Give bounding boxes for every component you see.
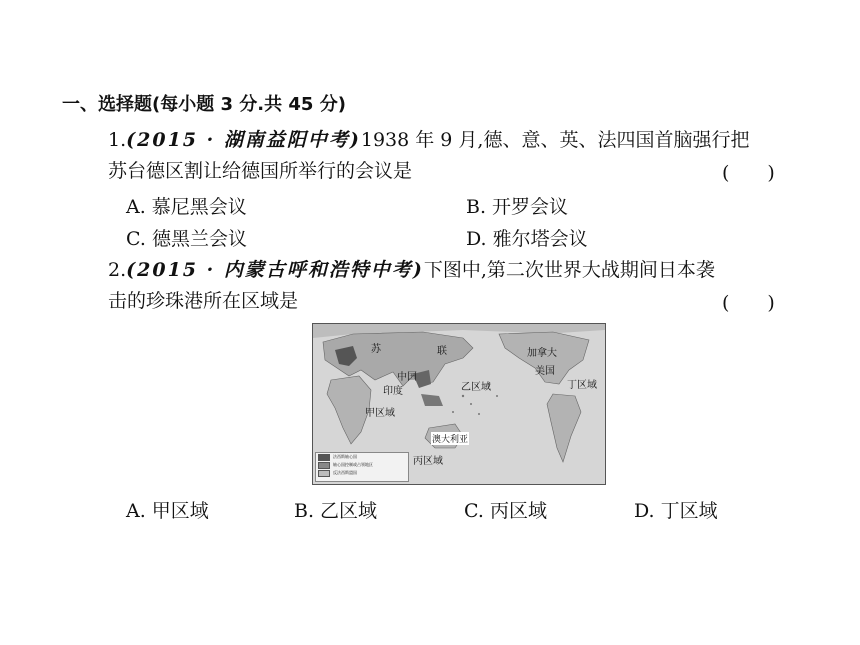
question-1-stem-line-2: 苏台德区割让给德国所举行的会议是 [108, 160, 413, 182]
question-1-source: (2015 · 湖南益阳中考) [126, 129, 361, 151]
legend-swatch [318, 462, 330, 469]
map-label-usa: 美国 [535, 366, 555, 377]
legend-row [316, 469, 408, 477]
question-1-answer-blank[interactable]: ( ) [722, 162, 775, 184]
question-1-option-a[interactable]: A. 慕尼黑会议 [126, 196, 247, 218]
question-2-option-d[interactable]: D. 丁区域 [634, 500, 718, 522]
question-1-option-c[interactable]: C. 德黑兰会议 [126, 228, 247, 250]
question-2-answer-blank[interactable]: ( ) [722, 292, 775, 314]
map-label-yi: 乙区域 [461, 382, 491, 393]
question-2-stem-line-1: 下图中,第二次世界大战期间日本袭 [423, 259, 715, 281]
question-2-source: (2015 · 内蒙古呼和浩特中考) [126, 259, 424, 281]
question-1-number: 1. [108, 129, 127, 151]
question-2-option-a[interactable]: A. 甲区域 [126, 500, 209, 522]
map-label-china: 中国 [397, 372, 417, 383]
question-2-option-c[interactable]: C. 丙区域 [464, 500, 547, 522]
map-label-canada: 加拿大 [527, 348, 557, 359]
legend-row [316, 461, 408, 469]
question-1-option-b[interactable]: B. 开罗会议 [466, 196, 569, 218]
legend-row [316, 453, 408, 461]
map-label-india: 印度 [383, 386, 403, 397]
legend-swatch [318, 470, 330, 477]
legend-label: 轴心国控制或占领地区 [333, 462, 373, 467]
map-label-lian: 联 [437, 346, 447, 357]
question-1-stem-line-1: 1938 年 9 月,德、意、英、法四国首脑强行把 [360, 129, 750, 151]
map-label-jia: 甲区域 [365, 408, 395, 419]
map-label-bing: 丙区域 [413, 456, 443, 467]
question-2-option-b[interactable]: B. 乙区域 [294, 500, 378, 522]
map-label-ding: 丁区域 [567, 380, 597, 391]
question-2-line-2 [108, 288, 298, 314]
question-1-line-1 [108, 127, 749, 153]
section-title: 一、选择题(每小题 3 分.共 45 分) [62, 94, 346, 115]
map-label-su: 苏 [371, 344, 381, 355]
map-legend [315, 452, 409, 482]
question-1-line-2 [108, 158, 412, 184]
question-2-stem-line-2: 击的珍珠港所在区域是 [108, 290, 299, 312]
question-2-number: 2. [108, 259, 127, 281]
legend-label: 反法西斯盟国 [333, 470, 357, 475]
legend-swatch [318, 454, 330, 461]
question-2-line-1 [108, 257, 715, 283]
legend-label: 法西斯轴心国 [333, 454, 357, 459]
map-label-australia: 澳大利亚 [431, 432, 469, 445]
world-map-figure [312, 323, 606, 485]
question-1-option-d[interactable]: D. 雅尔塔会议 [466, 228, 588, 250]
